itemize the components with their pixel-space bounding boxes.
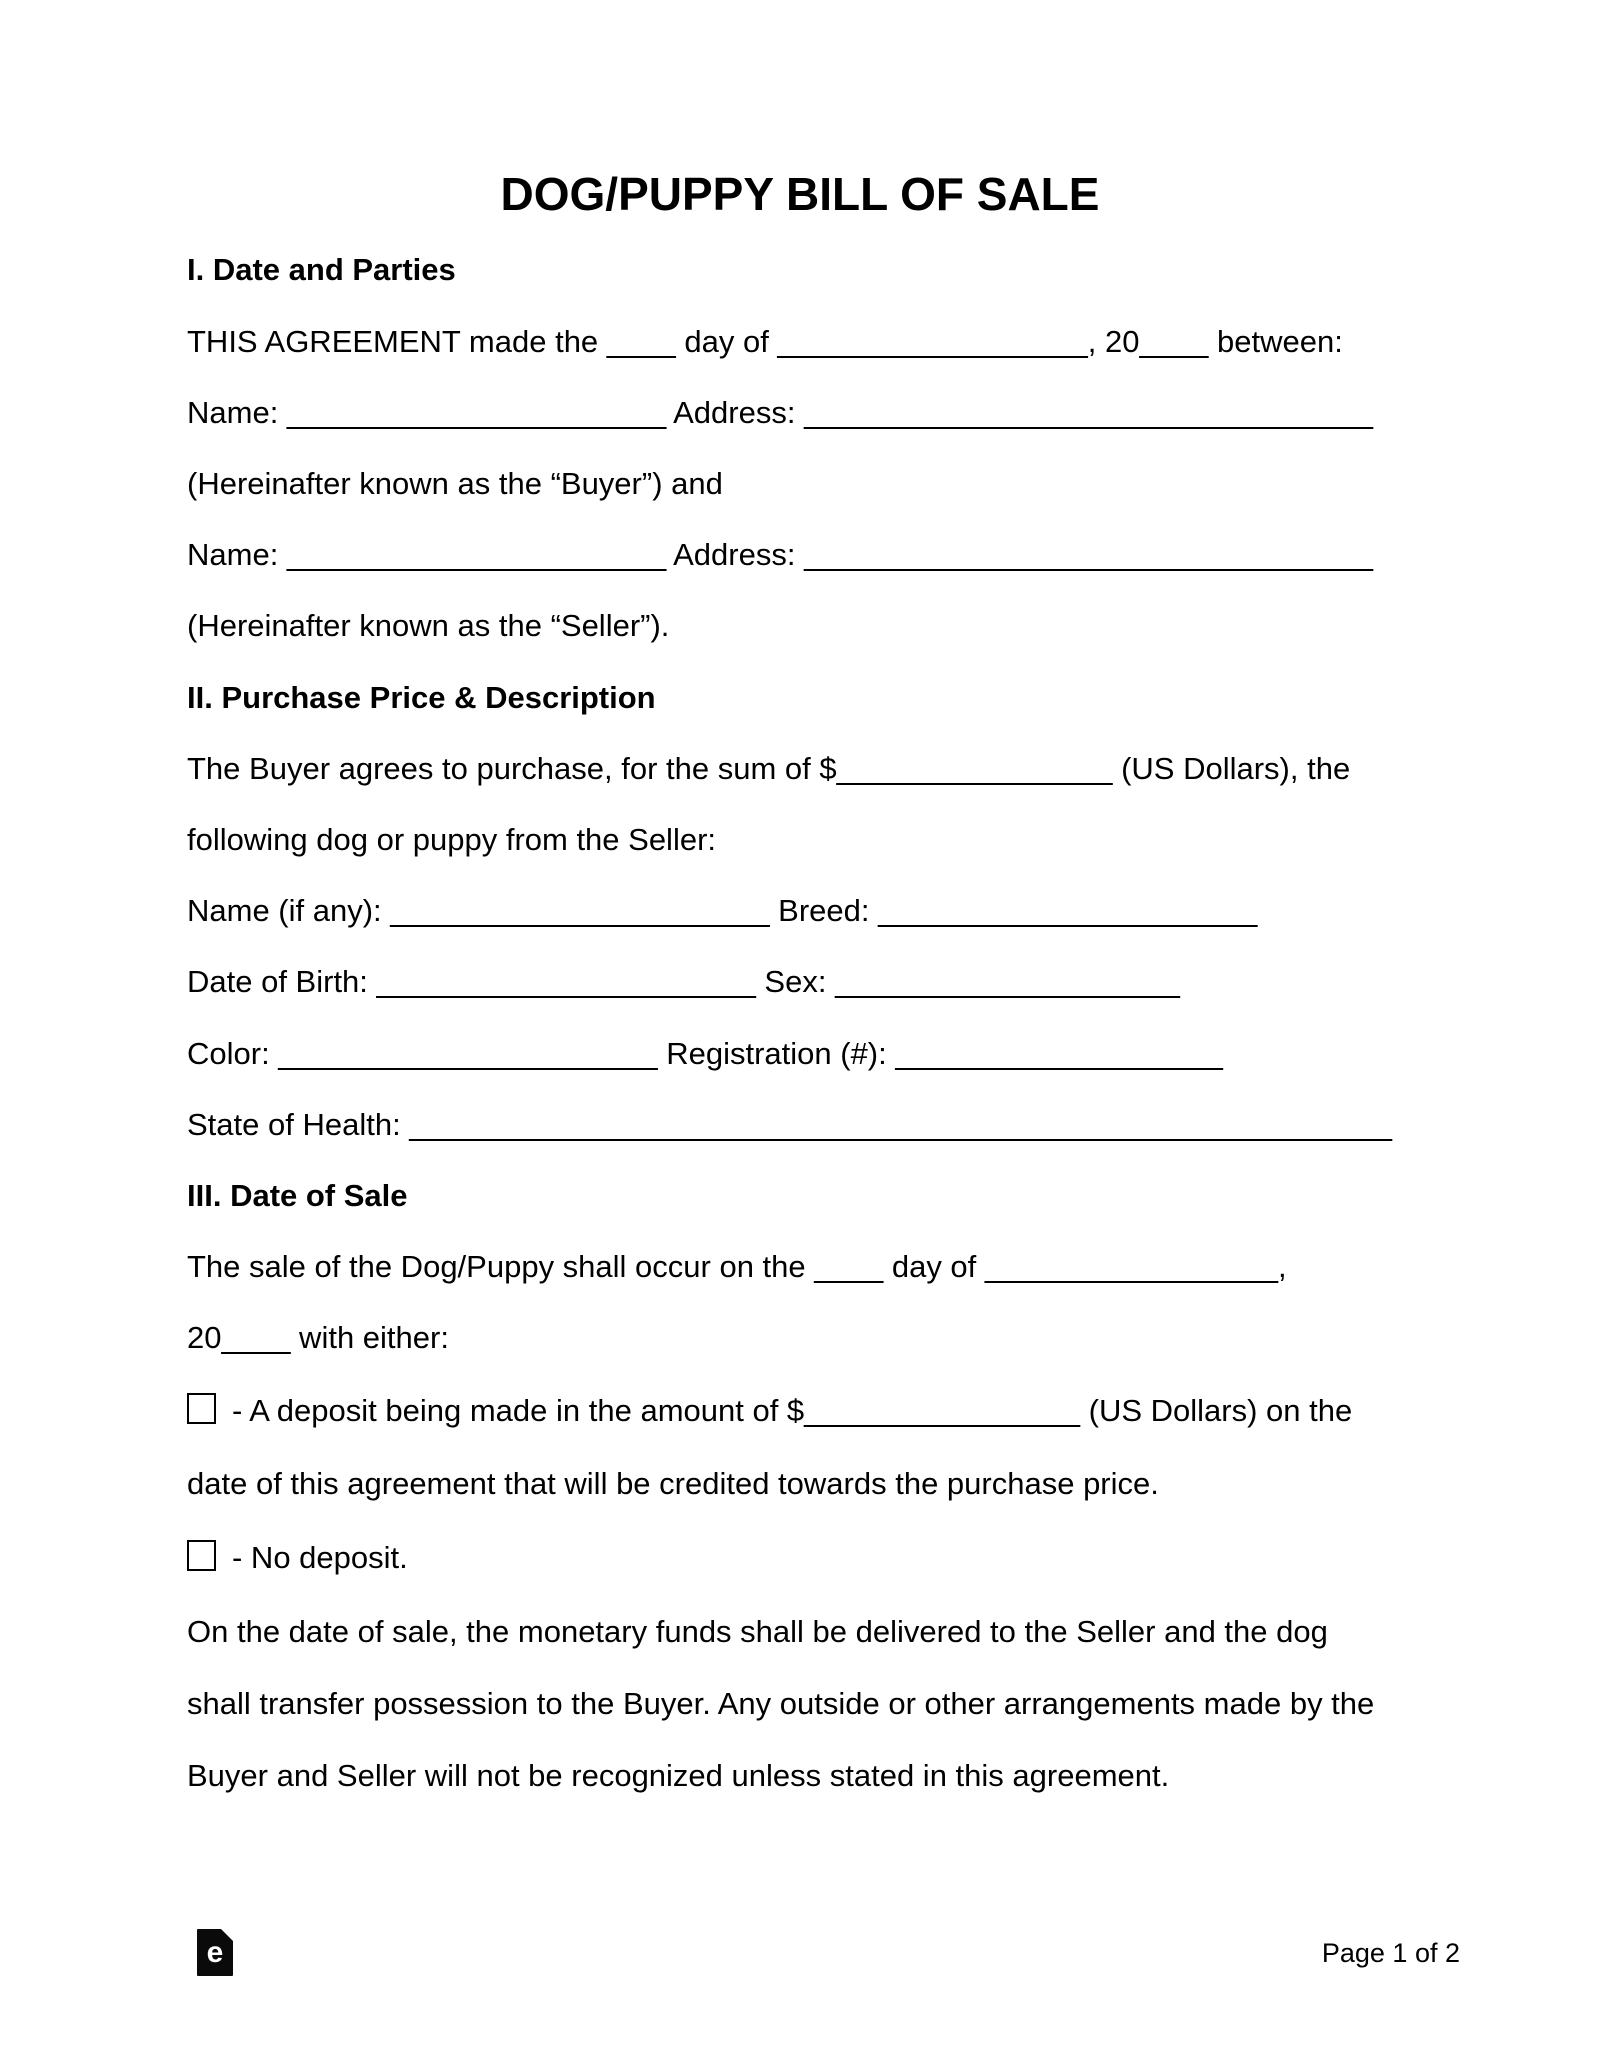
form-line: State of Health: _________________________________________________________ bbox=[187, 1107, 1393, 1142]
no-deposit-option-line bbox=[187, 1538, 1487, 1578]
form-line: THIS AGREEMENT made the ____ day of __________________, 20____ between: bbox=[187, 324, 1343, 359]
section-heading-purchase-price: II. Purchase Price & Description bbox=[187, 680, 656, 715]
page-title: DOG/PUPPY BILL OF SALE bbox=[500, 167, 1100, 220]
form-line: following dog or puppy from the Seller: bbox=[187, 822, 717, 857]
page-indicator: Page 1 of 2 bbox=[1321, 1938, 1460, 1968]
checkbox-label: - No deposit. bbox=[232, 1540, 408, 1575]
form-line: The Buyer agrees to purchase, for the sum of $________________ (US Dollars), the bbox=[187, 751, 1351, 786]
form-line: shall transfer possession to the Buyer. Any outside or other arrangements made by the bbox=[187, 1686, 1375, 1721]
form-line: date of this agreement that will be credited towards the purchase price. bbox=[187, 1466, 1159, 1501]
eforms-logo-icon bbox=[197, 1929, 233, 1976]
no-deposit-checkbox[interactable] bbox=[187, 1540, 216, 1571]
deposit-checkbox[interactable] bbox=[187, 1393, 216, 1424]
form-line: Name: ______________________ Address: _________________________________ bbox=[187, 537, 1374, 572]
form-line: Buyer and Seller will not be recognized unless stated in this agreement. bbox=[187, 1758, 1170, 1793]
eforms-logo-letter: e bbox=[206, 1936, 224, 1969]
section-heading-date-and-parties: I. Date and Parties bbox=[187, 252, 456, 287]
section-heading-date-of-sale: III. Date of Sale bbox=[187, 1178, 408, 1213]
form-line: 20____ with either: bbox=[187, 1320, 449, 1355]
form-line: The sale of the Dog/Puppy shall occur on the ____ day of _________________, bbox=[187, 1249, 1287, 1284]
form-line: Name: ______________________ Address: _________________________________ bbox=[187, 395, 1374, 430]
form-line: (Hereinafter known as the “Seller”). bbox=[187, 608, 670, 643]
checkbox-label: - A deposit being made in the amount of $________________ (US Dollars) on the bbox=[232, 1393, 1353, 1428]
deposit-option-line bbox=[187, 1391, 1487, 1431]
form-line: (Hereinafter known as the “Buyer”) and bbox=[187, 466, 723, 501]
form-line: Date of Birth: ______________________ Sex: ____________________ bbox=[187, 964, 1180, 999]
form-line: Color: ______________________ Registration (#): ___________________ bbox=[187, 1036, 1223, 1071]
form-line: Name (if any): ______________________ Breed: ______________________ bbox=[187, 893, 1258, 928]
form-line: On the date of sale, the monetary funds shall be delivered to the Seller and the dog bbox=[187, 1614, 1328, 1649]
